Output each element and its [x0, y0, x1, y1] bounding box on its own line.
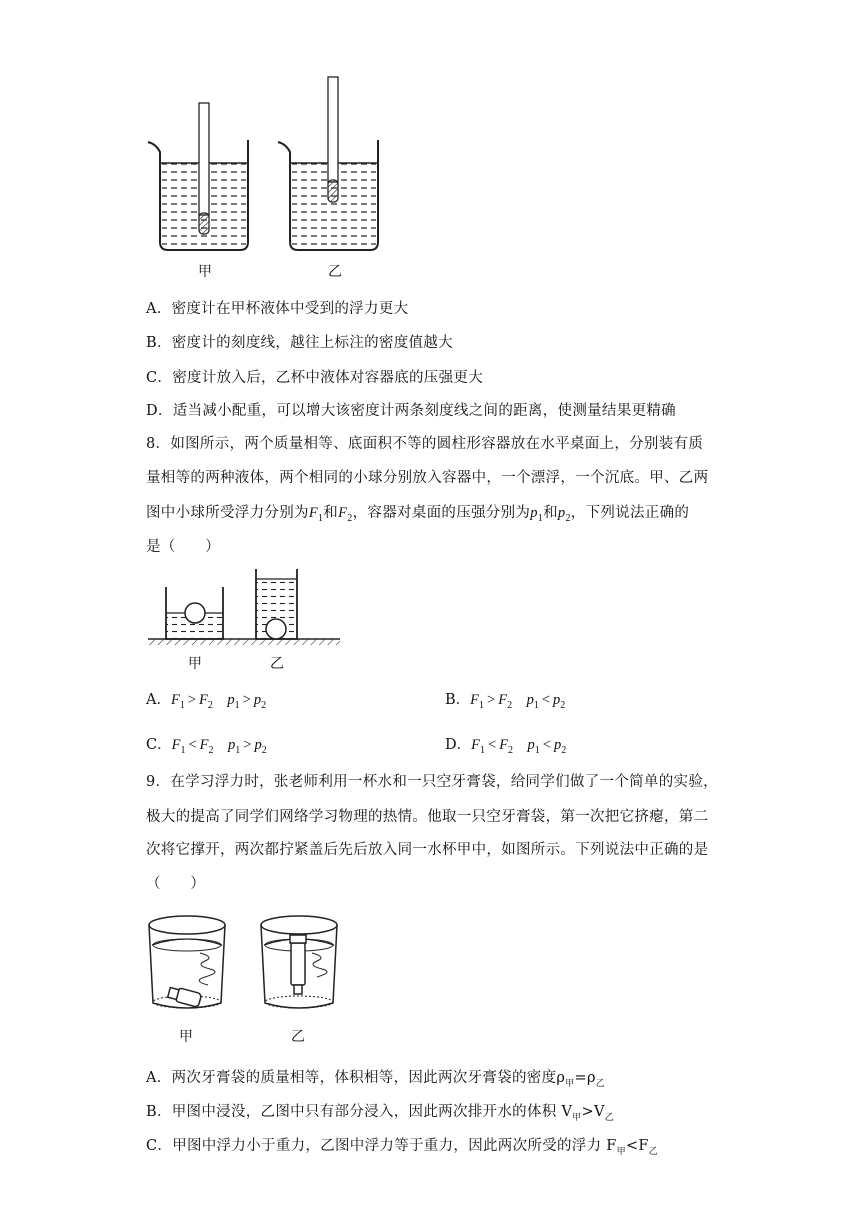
cup-right [261, 916, 337, 1008]
q8-stem-text-a: 图中小球所受浮力分别为 [146, 505, 309, 521]
q8-stem-text-d: 和 [543, 505, 558, 521]
cup-left [149, 916, 225, 1008]
q9-stem-line-1: 9．在学习浮力时，张老师利用一杯水和一只空牙膏袋，给同学们做了一个简单的实验， [146, 774, 718, 790]
q9-option-c: C．甲图中浮力小于重力，乙图中浮力等于重力，因此两次所受的浮力 $F_甲<F_乙$ [146, 1138, 659, 1157]
q8-stem-line-3 [146, 501, 689, 524]
q8-option-a: A．$F_1 > F_2$ $p_1 > p_2$ [146, 692, 267, 711]
q9-option-b: B．甲图中浸没，乙图中只有部分浸入，因此两次排开水的体积 $V_甲>V_乙$ [146, 1104, 615, 1123]
figure-7-label-right: 乙 [328, 264, 342, 280]
beaker-left [148, 103, 248, 250]
q9-stem-line-4: （ ） [146, 876, 206, 892]
beaker-right [278, 77, 378, 250]
q9-stem-line-2: 极大的提高了同学们网络学习物理的热情。他取一只空牙膏袋，第一次把它挤瘪，第二 [146, 809, 709, 825]
q9-option-a: A．两次牙膏袋的质量相等，体积相等，因此两次牙膏袋的密度$\rho_甲=\rho_乙$ [146, 1070, 606, 1089]
q8-stem-text-b: 和 [323, 505, 339, 521]
q8-stem-line-1: 8．如图所示，两个质量相等、底面积不等的圆柱形容器放在水平桌面上，分别装有质 [146, 436, 704, 452]
q7-option-b: B．密度计的刻度线，越往上标注的密度值越大 [146, 335, 453, 351]
q7-option-d: D．适当减小配重，可以增大该密度计两条刻度线之间的距离，使测量结果更精确 [146, 403, 676, 419]
q8-option-b: B．$F_1 > F_2$ $p_1 < p_2$ [445, 692, 566, 711]
figure-9-label-left: 甲 [179, 1029, 193, 1045]
figure-7-beakers [0, 0, 860, 290]
figure-9-cups [0, 905, 860, 1045]
figure-7-label-left: 甲 [198, 264, 212, 280]
q8-stem-text-c: ，容器对桌面的压强分别为 [352, 505, 531, 521]
q8-stem-text-e: ，下列说法正确的 [570, 505, 690, 521]
q8-p2: $p_2$ [557, 505, 571, 524]
figure-9-label-right: 乙 [291, 1029, 305, 1045]
q9-stem-line-3: 次将它撑开，两次都拧紧盖后先后放入同一水杯甲中，如图所示。下列说法中正确的是 [146, 842, 709, 858]
q7-option-a: A．密度计在甲杯液体中受到的浮力更大 [146, 301, 409, 317]
q8-f1: $F_1$ [308, 505, 324, 524]
q8-option-c: C．$F_1 < F_2$ $p_1 > p_2$ [146, 737, 267, 756]
figure-8-label-left: 甲 [188, 656, 202, 672]
figure-8-label-right: 乙 [270, 656, 284, 672]
q7-option-c: C．密度计放入后，乙杯中液体对容器底的压强更大 [146, 370, 483, 386]
q8-p1: $p_1$ [530, 505, 544, 524]
q8-f2: $F_2$ [338, 505, 353, 524]
figure-8-containers [0, 565, 860, 665]
q8-stem-line-4: 是（ ） [146, 539, 220, 555]
q8-stem-line-2: 量相等的两种液体，两个相同的小球分别放入容器中，一个漂浮，一个沉底。甲、乙两 [146, 470, 709, 486]
q8-option-d: D．$F_1 < F_2$ $p_1 < p_2$ [445, 737, 567, 756]
